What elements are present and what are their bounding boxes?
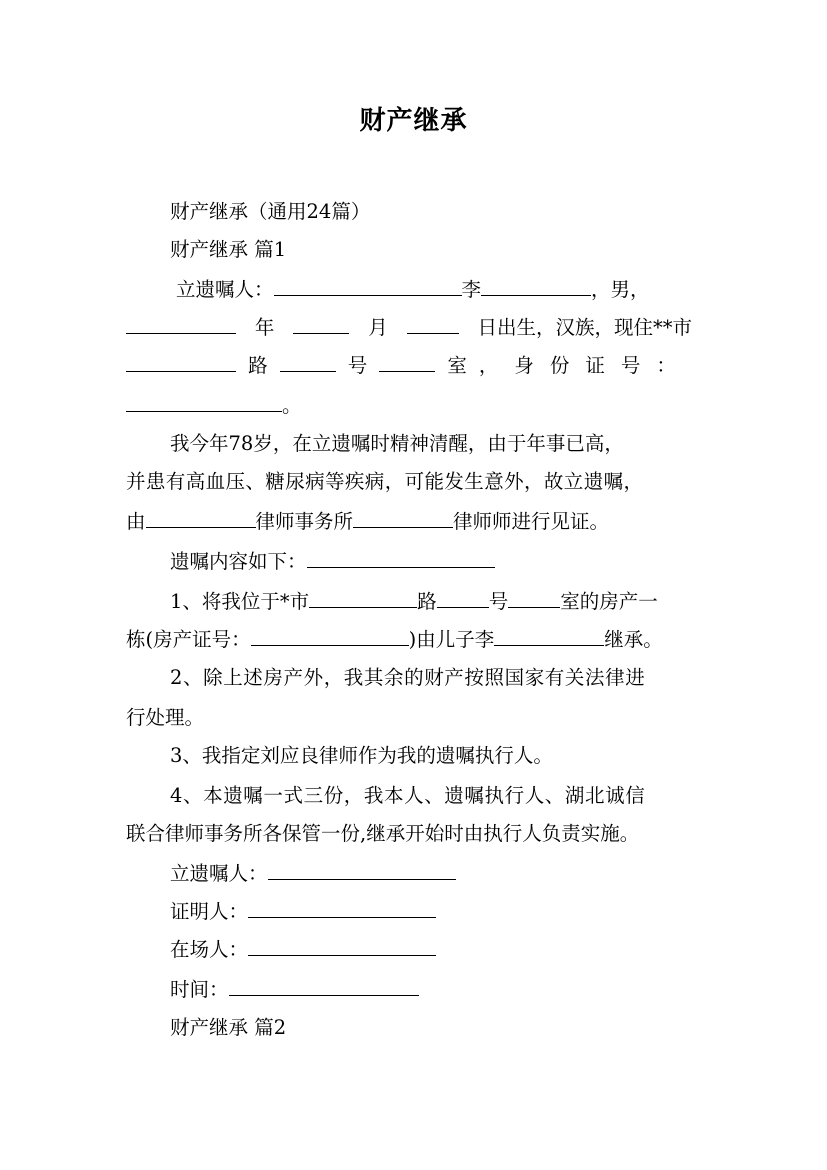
item-4-line-2: 联合律师事务所各保管一份,继承开始时由执行人负责实施。 bbox=[126, 822, 640, 845]
room-label: 室 bbox=[447, 354, 467, 377]
item-1-son-label: )由儿子李 bbox=[408, 628, 495, 651]
item-1-number-label: 号 bbox=[488, 590, 509, 613]
law-firm-label: 律师事务所 bbox=[255, 510, 354, 533]
testator-line bbox=[176, 276, 650, 304]
year-label: 年 bbox=[254, 316, 275, 339]
document-title: 财产继承 bbox=[359, 106, 468, 136]
sign-time-blank bbox=[229, 977, 419, 996]
number-label: 号 bbox=[347, 354, 368, 377]
id-number-label: ，身份证号： bbox=[478, 354, 692, 377]
item-1-line-1 bbox=[170, 588, 658, 616]
month-label: 月 bbox=[368, 316, 388, 339]
sign-present-blank bbox=[248, 937, 436, 956]
testator-name-blank bbox=[274, 277, 462, 296]
id-period: 。 bbox=[282, 394, 302, 417]
sign-time-label: 时间： bbox=[170, 978, 229, 1001]
item-1-cert-label: 栋(房产证号： bbox=[126, 628, 251, 651]
sign-witness-line bbox=[170, 898, 436, 926]
property-cert-blank bbox=[251, 627, 409, 646]
statement-from: 由 bbox=[126, 510, 146, 533]
sign-witness-label: 证明人： bbox=[170, 900, 249, 923]
road-label: 路 bbox=[248, 354, 268, 377]
chapter-heading-2: 财产继承 篇2 bbox=[170, 1016, 287, 1039]
sign-present-label: 在场人： bbox=[170, 938, 249, 961]
witness-text: 律师师进行见证。 bbox=[453, 510, 610, 533]
address-line bbox=[126, 352, 692, 380]
item-1-road-label: 路 bbox=[417, 590, 437, 613]
item-2-line-1: 2、除上述房产外，我其余的财产按照国家有关法律进 bbox=[170, 666, 646, 689]
testator-label: 立遗嘱人： bbox=[176, 278, 274, 301]
sign-testator-label: 立遗嘱人： bbox=[170, 862, 268, 885]
number-blank bbox=[280, 353, 336, 372]
chapter-heading-1: 财产继承 篇1 bbox=[170, 238, 287, 261]
will-content-blank bbox=[307, 549, 495, 568]
statement-line-1: 我今年78岁，在立遗嘱时精神清醒，由于年事已高， bbox=[170, 432, 624, 455]
sign-present-line bbox=[170, 936, 436, 964]
id-number-blank bbox=[126, 393, 282, 412]
testator-surname: 李 bbox=[461, 278, 482, 301]
lawyer-blank bbox=[353, 509, 453, 528]
room-blank bbox=[379, 353, 435, 372]
id-number-line bbox=[126, 392, 302, 420]
item-2-line-2: 行处理。 bbox=[126, 706, 205, 729]
document-subtitle: 财产继承（通用24篇） bbox=[170, 200, 371, 223]
son-name-blank bbox=[494, 627, 604, 646]
road-blank bbox=[126, 353, 236, 372]
item-1-text-a: 1、将我位于*市 bbox=[170, 590, 310, 613]
law-firm-blank bbox=[146, 509, 256, 528]
sign-testator-line bbox=[170, 860, 456, 888]
will-content-label: 遗嘱内容如下： bbox=[170, 550, 307, 573]
testator-gender: ，男， bbox=[591, 278, 650, 301]
birth-line bbox=[126, 314, 692, 342]
statement-line-2: 并患有高血压、糖尿病等疾病，可能发生意外，故立遗嘱， bbox=[126, 470, 644, 493]
testator-given-name-blank bbox=[481, 277, 591, 296]
item-1-room-blank bbox=[508, 589, 560, 608]
item-3: 3、我指定刘应良律师作为我的遗嘱执行人。 bbox=[170, 744, 553, 767]
will-content-line bbox=[170, 548, 495, 576]
birth-day-blank bbox=[407, 315, 459, 334]
sign-time-line bbox=[170, 976, 419, 1004]
birth-year-blank bbox=[126, 315, 236, 334]
sign-testator-blank bbox=[268, 861, 456, 880]
item-4-line-1: 4、本遗嘱一式三份，我本人、遗嘱执行人、湖北诚信 bbox=[170, 784, 646, 807]
item-1-text-d: 室的房产一 bbox=[560, 590, 658, 613]
birth-month-blank bbox=[293, 315, 349, 334]
sign-witness-blank bbox=[248, 899, 436, 918]
statement-line-3 bbox=[126, 508, 609, 536]
item-1-inherit: 继承。 bbox=[604, 628, 663, 651]
item-1-number-blank bbox=[437, 589, 489, 608]
item-1-line-2 bbox=[126, 626, 663, 654]
birth-residence-text: 日出生，汉族，现住**市 bbox=[477, 316, 692, 339]
item-1-road-blank bbox=[309, 589, 417, 608]
